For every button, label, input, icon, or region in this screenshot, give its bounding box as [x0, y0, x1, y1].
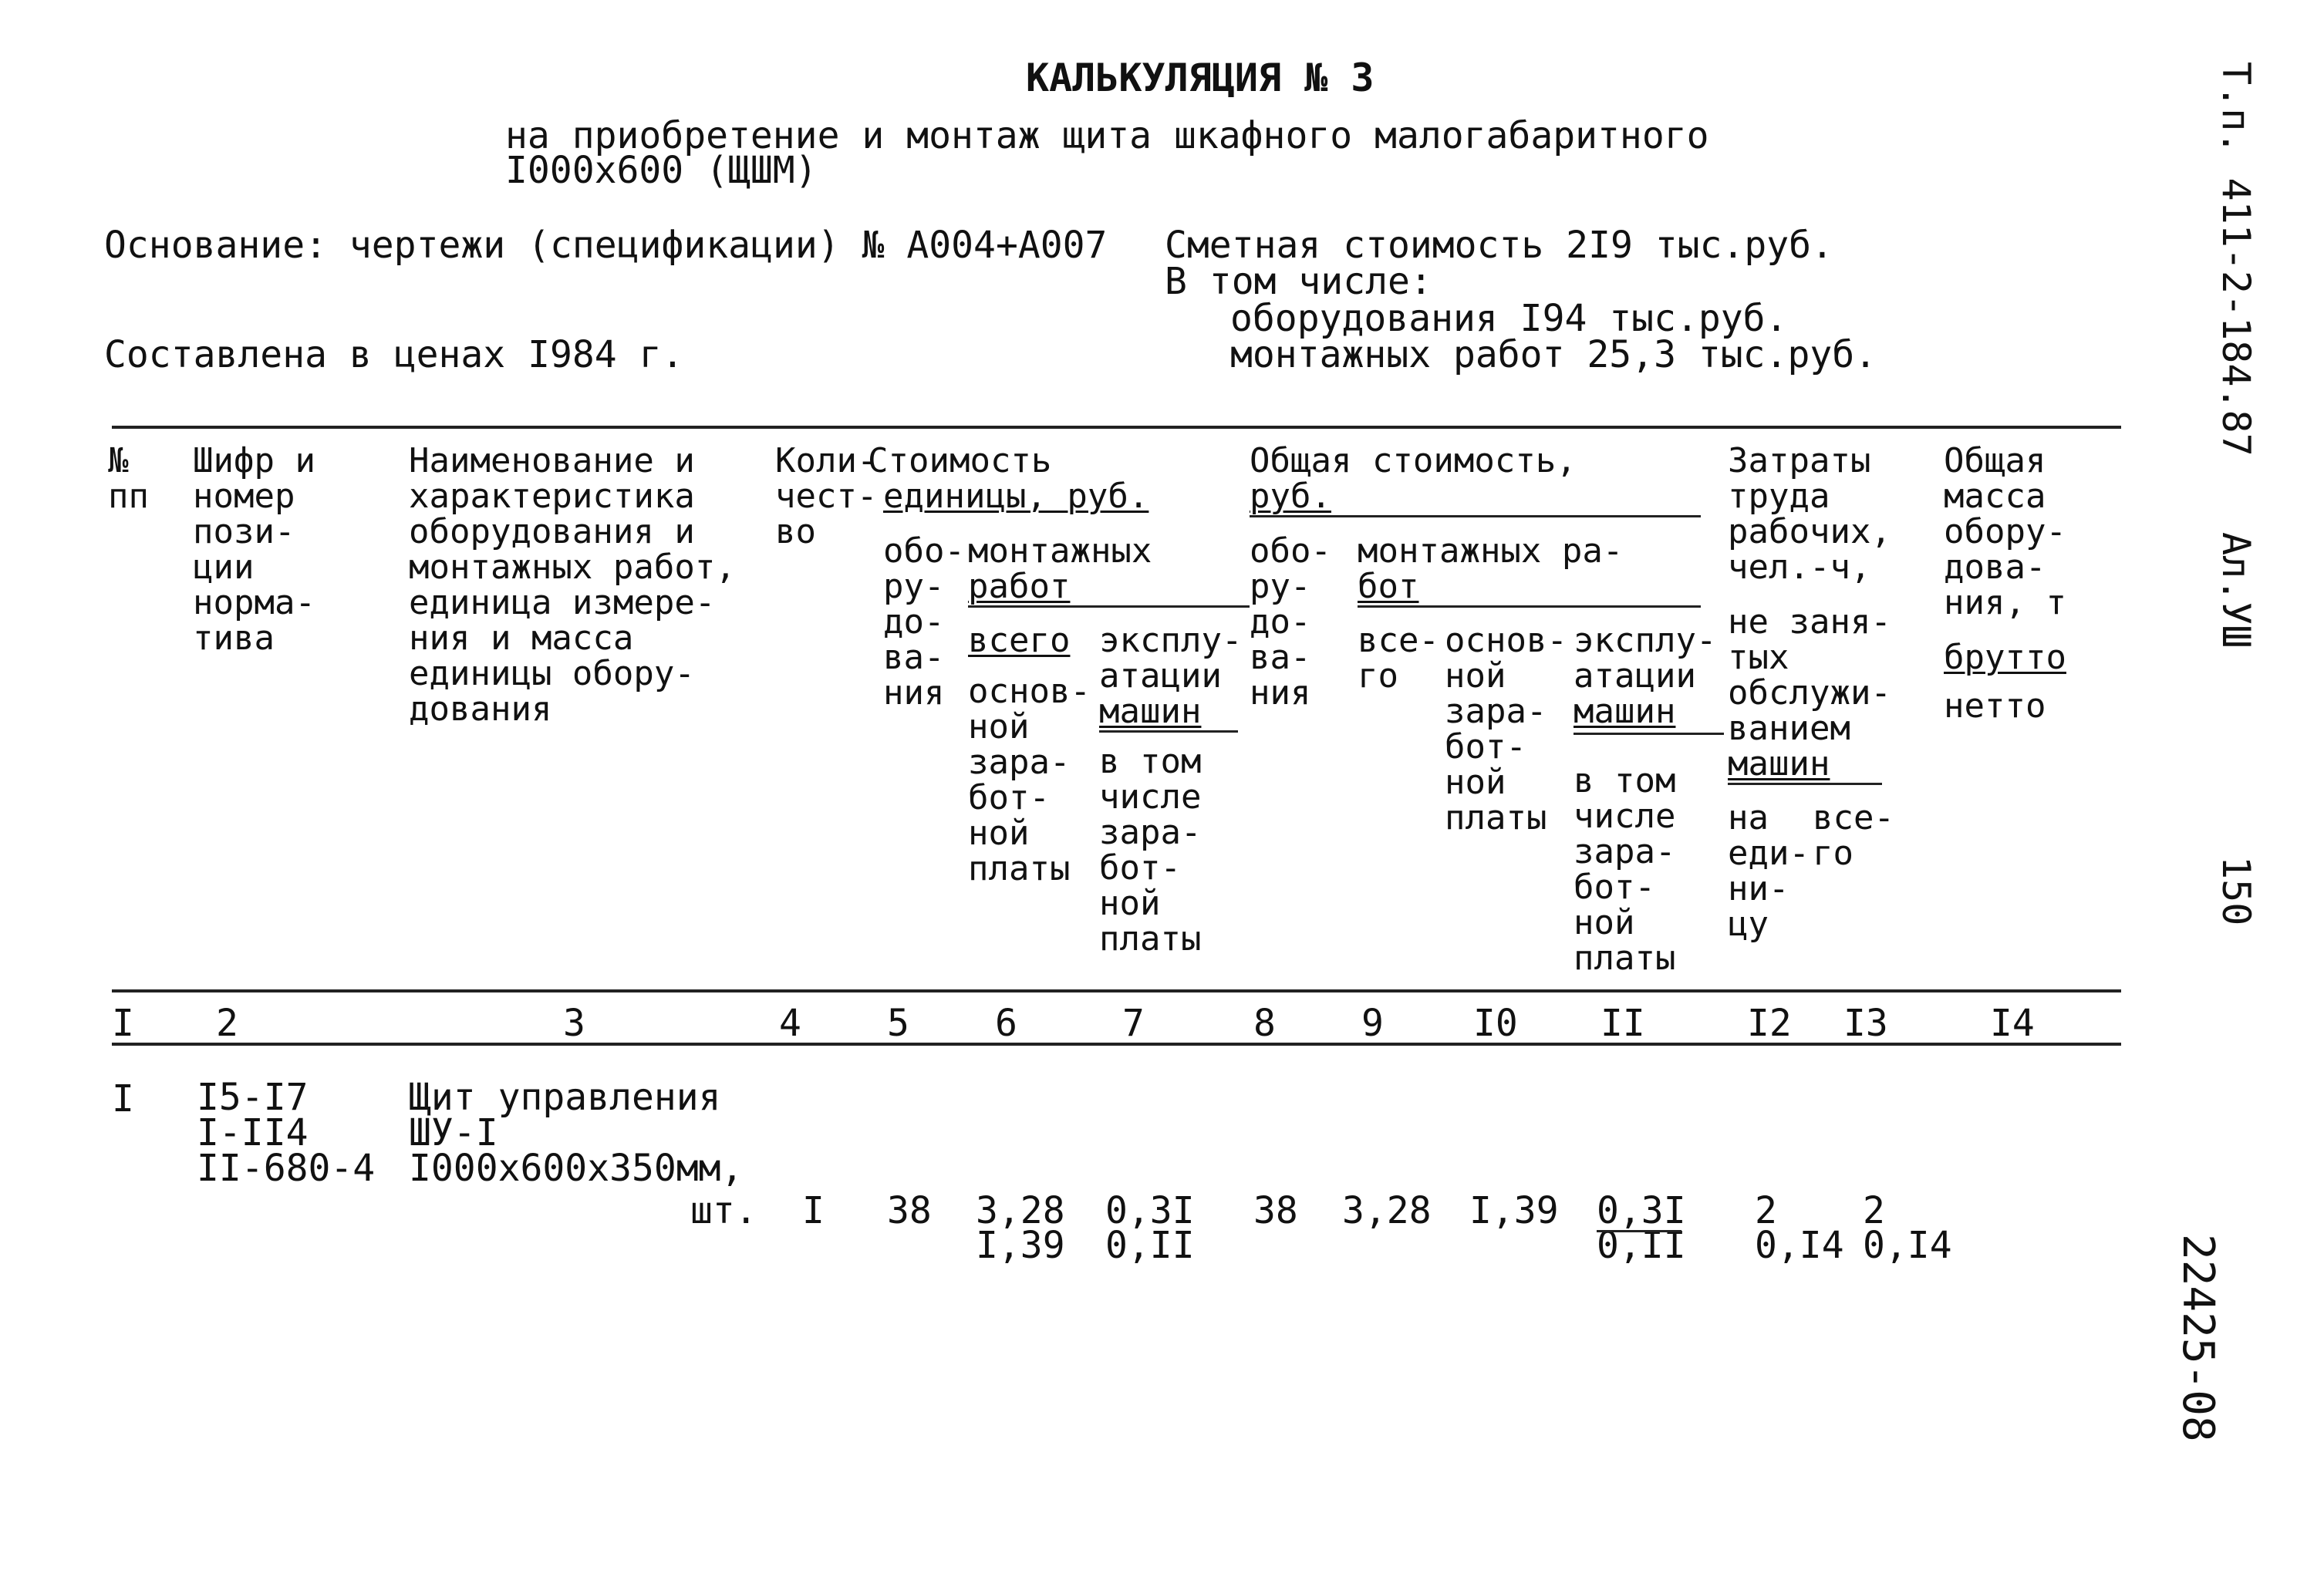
page-number: 150	[2214, 856, 2258, 926]
estimated-cost: Сметная стоимость 2I9 тыс.руб.	[1165, 224, 1833, 267]
header-total-all: все- го	[1358, 621, 1439, 696]
col-number: 4	[779, 1002, 801, 1045]
header-unit-mont-2: работ	[968, 567, 1071, 606]
header-total-mont: монтажных ра-	[1358, 531, 1624, 571]
col-number: 6	[995, 1002, 1017, 1045]
row-unit-machine-op: 0,3I	[1105, 1189, 1195, 1232]
total-cost-underline	[1250, 515, 1701, 517]
header-labor-not-occupied: не заня- тых обслужи- ванием	[1728, 602, 1891, 748]
col-number: 9	[1361, 1002, 1384, 1045]
document-title: КАЛЬКУЛЯЦИЯ № 3	[1026, 56, 1374, 100]
header-unit-incl-salary: в том числе зара- бот- ной платы	[1099, 742, 1202, 959]
col-number: 5	[887, 1002, 909, 1045]
row-unit-mont-salary: I,39	[976, 1224, 1065, 1267]
header-unit-base-salary: основ- ной зара- бот- ной платы	[968, 672, 1091, 888]
col-number: 3	[563, 1002, 585, 1045]
row-labor-total: 2	[1863, 1189, 1885, 1232]
header-unit-cost: Стоимость	[868, 441, 1052, 480]
row-total-mont: 3,28	[1342, 1189, 1432, 1232]
header-total-base-salary: основ- ной зара- бот- ной платы	[1445, 621, 1567, 837]
labor-machines-underline	[1728, 783, 1882, 785]
header-mass-netto: нетто	[1944, 686, 2046, 726]
col-number: II	[1600, 1002, 1645, 1045]
document-subtitle-line1: на приобретение и монтаж щита шкафного малогабаритного	[505, 114, 1709, 157]
col-number: I2	[1747, 1002, 1792, 1045]
header-total-cost: Общая стоимость,	[1250, 441, 1577, 480]
header-unit-cost-rub: единицы, руб.	[883, 477, 1149, 516]
header-labor-machines: машин	[1728, 744, 1830, 784]
col-number: 7	[1122, 1002, 1145, 1045]
column-numbers-rule	[112, 1043, 2121, 1046]
row-code: I5-I7 I-II4 II-680-4	[197, 1076, 376, 1190]
header-unit-machine-op: эксплу- атации	[1099, 621, 1243, 696]
col-number: I	[112, 1002, 134, 1045]
installation-cost: монтажных работ 25,3 тыс.руб.	[1230, 333, 1877, 376]
total-machines-underline	[1574, 733, 1724, 735]
col-number: 2	[216, 1002, 238, 1045]
header-code: Шифр и номер пози- ции норма- тива	[193, 441, 315, 658]
header-labor-per-unit: на еди- ни- цу	[1728, 798, 1810, 944]
row-unit-mont-total: 3,28	[976, 1189, 1065, 1232]
header-name: Наименование и характеристика оборудования и монтажных работ, единица измере- ния и масса единицы обору- дования	[409, 441, 736, 729]
header-num: № пп	[108, 441, 149, 516]
inventory-number: 22425-08	[2173, 1234, 2223, 1442]
row-total-equipment: 38	[1253, 1189, 1298, 1232]
header-total-machines: машин	[1574, 692, 1676, 731]
row-total-machine-salary: 0,II	[1597, 1224, 1686, 1267]
row-num: I	[112, 1077, 134, 1121]
row-labor-unit: 2	[1755, 1189, 1777, 1232]
row-total-machine-underline	[1597, 1230, 1681, 1232]
col-number: I3	[1843, 1002, 1888, 1045]
header-total-machine-op: эксплу- атации	[1574, 621, 1717, 696]
row-labor-unit-2: 0,I4	[1755, 1224, 1844, 1267]
table-header-bottom-rule	[112, 989, 2121, 992]
row-total-machine-op: 0,3I	[1597, 1189, 1686, 1232]
row-total-base-salary: I,39	[1469, 1189, 1559, 1232]
col-number: I4	[1990, 1002, 2035, 1045]
header-total-mont-2: бот	[1358, 567, 1419, 606]
header-unit-mont: монтажных	[968, 531, 1152, 571]
header-unit-equipment: обо- ру- до- ва- ния	[883, 531, 965, 713]
table-top-rule	[112, 426, 2121, 429]
header-mass-brutto: брутто	[1944, 638, 2066, 677]
row-unit: шт.	[690, 1189, 757, 1232]
header-unit-total: всего	[968, 621, 1071, 660]
equipment-cost: оборудования I94 тыс.руб.	[1230, 297, 1788, 340]
header-quantity: Коли- чест- во	[775, 441, 878, 551]
row-qty: I	[802, 1189, 825, 1232]
unit-mont-underline	[968, 605, 1250, 608]
basis-line: Основание: чертежи (спецификации) № А004+А007	[104, 224, 1108, 267]
row-unit-equipment-cost: 38	[887, 1189, 932, 1232]
header-total-equipment: обо- ру- до- ва- ния	[1250, 531, 1331, 713]
row-labor-total-2: 0,I4	[1863, 1224, 1952, 1267]
row-unit-machine-salary: 0,II	[1105, 1224, 1195, 1267]
document-subtitle-line2: I000x600 (ЩШМ)	[505, 149, 818, 192]
header-labor: Затраты труда рабочих, чел.-ч,	[1728, 441, 1891, 587]
header-unit-machines: машин	[1099, 692, 1202, 731]
album-stamp: Ал.УШ	[2214, 532, 2258, 649]
unit-machines-underline	[1099, 730, 1238, 733]
row-name: Щит управления ШУ-I I000x600x350мм,	[409, 1076, 744, 1190]
col-number: I0	[1473, 1002, 1518, 1045]
header-mass: Общая масса обору- дова- ния, т	[1944, 441, 2066, 622]
total-mont-underline	[1358, 605, 1701, 608]
header-labor-total: все- го	[1813, 798, 1894, 873]
col-number: 8	[1253, 1002, 1276, 1045]
doc-code-stamp: Т.п. 411-2-184.87	[2214, 62, 2258, 457]
prices-line: Составлена в ценах I984 г.	[104, 333, 684, 376]
including-label: В том числе:	[1165, 260, 1432, 303]
header-total-cost-rub: руб.	[1250, 477, 1331, 516]
header-total-incl-salary: в том числе зара- бот- ной платы	[1574, 761, 1676, 978]
